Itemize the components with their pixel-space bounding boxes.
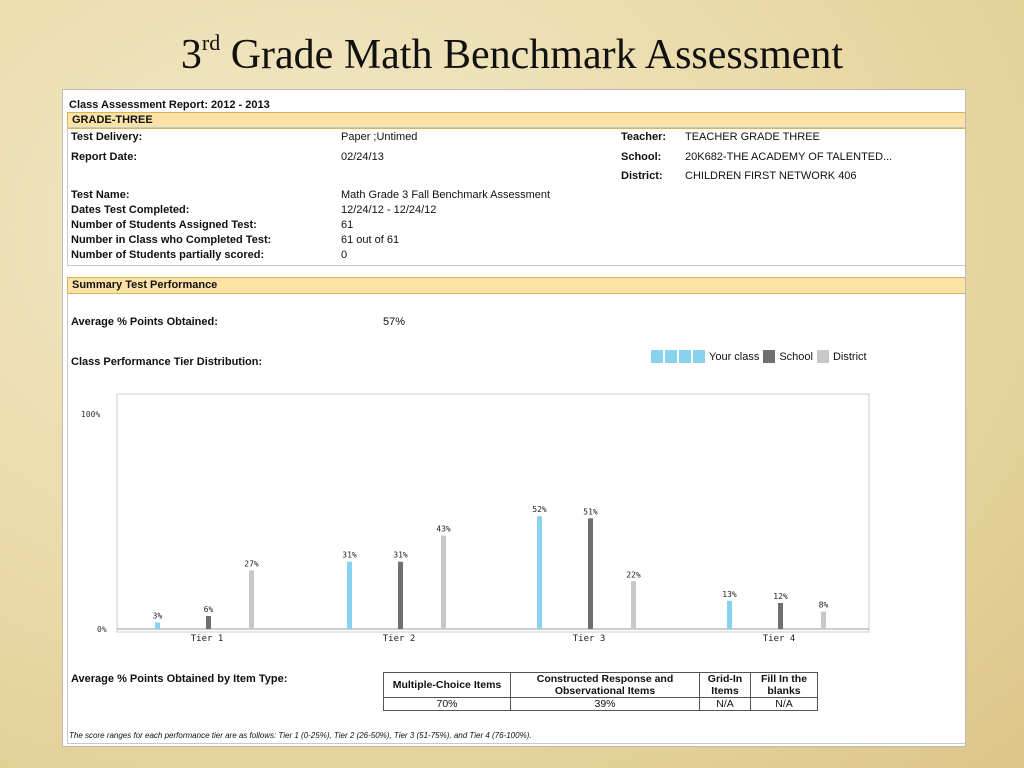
data-label-school-tier-1: 6% xyxy=(203,604,214,614)
x-tick-label-tier-1: Tier 1 xyxy=(190,634,224,644)
header-multiple-choice: Multiple-Choice Items xyxy=(384,673,511,698)
students-assigned-value: 61 xyxy=(341,219,354,231)
item-type-header-row xyxy=(384,673,818,698)
bar-district-tier-2 xyxy=(441,536,446,629)
school-label: School: xyxy=(621,151,662,163)
district-value: CHILDREN FIRST NETWORK 406 xyxy=(685,170,857,182)
bar-your-class-tier-2 xyxy=(347,562,352,629)
bar-district-tier-1 xyxy=(249,570,254,629)
partially-scored-value: 0 xyxy=(341,249,348,261)
data-label-school-tier-3: 51% xyxy=(583,507,598,517)
chart-plot-frame xyxy=(117,394,869,632)
title-suffix: rd xyxy=(201,30,221,55)
completed-test-value: 61 out of 61 xyxy=(341,234,400,246)
report-title: Class Assessment Report: 2012 - 2013 xyxy=(69,99,270,111)
bar-district-tier-4 xyxy=(821,612,826,629)
header-grid-in: Grid-In Items xyxy=(700,673,751,698)
title-rest: Grade Math Benchmark Assessment xyxy=(220,32,844,78)
test-name-label: Test Name: xyxy=(71,189,130,201)
header-fill-in: Fill In the blanks xyxy=(751,673,818,698)
test-delivery-value: Paper ;Untimed xyxy=(341,131,418,143)
district-label: District: xyxy=(621,170,663,182)
value-grid-in: N/A xyxy=(700,698,751,711)
data-label-your-class-tier-3: 52% xyxy=(532,505,547,515)
value-constructed-response: 39% xyxy=(511,698,700,711)
report-date-label: Report Date: xyxy=(71,151,138,163)
header-constructed-response: Constructed Response and Observational Items xyxy=(511,673,700,698)
partially-scored-label: Number of Students partially scored: xyxy=(71,249,265,261)
legend-swatch-class xyxy=(679,350,691,363)
dates-completed-label: Dates Test Completed: xyxy=(71,204,190,216)
item-type-value-row xyxy=(384,698,818,711)
bar-school-tier-4 xyxy=(778,603,783,629)
bar-your-class-tier-3 xyxy=(537,516,542,629)
data-label-district-tier-3: 22% xyxy=(626,570,641,580)
distribution-label: Class Performance Tier Distribution: xyxy=(71,356,263,368)
data-label-your-class-tier-1: 3% xyxy=(152,611,163,621)
teacher-value: TEACHER GRADE THREE xyxy=(685,131,820,143)
data-label-district-tier-4: 8% xyxy=(818,600,829,610)
chart-legend xyxy=(651,350,867,363)
legend-label-school: School xyxy=(779,350,813,363)
legend-swatch-class xyxy=(693,350,705,363)
title-number: 3 xyxy=(180,32,202,78)
students-assigned-label: Number of Students Assigned Test: xyxy=(71,219,257,231)
bar-school-tier-2 xyxy=(398,562,403,629)
grade-band: GRADE-THREE xyxy=(67,112,965,129)
test-delivery-label: Test Delivery: xyxy=(71,131,143,143)
y-tick-label-bottom: 0% xyxy=(97,625,107,634)
school-value: 20K682-THE ACADEMY OF TALENTED... xyxy=(685,151,893,163)
legend-swatch-class xyxy=(665,350,677,363)
data-label-your-class-tier-2: 31% xyxy=(342,550,357,560)
data-label-district-tier-1: 27% xyxy=(244,559,259,569)
item-type-label: Average % Points Obtained by Item Type: xyxy=(71,673,288,685)
value-fill-in: N/A xyxy=(751,698,818,711)
completed-test-label: Number in Class who Completed Test: xyxy=(71,234,272,246)
class-assessment-report xyxy=(62,89,966,747)
test-name-value: Math Grade 3 Fall Benchmark Assessment xyxy=(341,189,551,201)
legend-swatch-school xyxy=(763,350,775,363)
slide-title xyxy=(0,30,1024,79)
legend-label-class: Your class xyxy=(709,350,760,363)
avg-points-value: 57% xyxy=(383,316,406,328)
x-tick-label-tier-3: Tier 3 xyxy=(572,634,606,644)
tier-distribution-chart xyxy=(77,392,877,644)
bar-district-tier-3 xyxy=(631,581,636,629)
data-label-district-tier-2: 43% xyxy=(436,524,451,534)
report-date-value: 02/24/13 xyxy=(341,151,384,163)
legend-swatch-district xyxy=(817,350,829,363)
teacher-label: Teacher: xyxy=(621,131,667,143)
bar-your-class-tier-4 xyxy=(727,601,732,629)
data-label-school-tier-4: 12% xyxy=(773,591,788,601)
bar-school-tier-1 xyxy=(206,616,211,629)
dates-completed-value: 12/24/12 - 12/24/12 xyxy=(341,204,437,216)
avg-points-label: Average % Points Obtained: xyxy=(71,316,218,328)
data-label-school-tier-2: 31% xyxy=(393,550,408,560)
item-type-table xyxy=(383,672,818,711)
legend-swatch-class xyxy=(651,350,663,363)
y-tick-label-top: 100% xyxy=(81,410,101,419)
tier-footnote: The score ranges for each performance tier are as follows: Tier 1 (0-25%), Tier 2 (26-50%), Tier 3 (51-75%), and Tier 4 (76-100%). xyxy=(69,731,532,740)
legend-label-district: District xyxy=(832,350,867,363)
summary-band: Summary Test Performance xyxy=(67,277,965,294)
value-multiple-choice: 70% xyxy=(384,698,511,711)
x-tick-label-tier-4: Tier 4 xyxy=(762,634,796,644)
bar-your-class-tier-1 xyxy=(155,622,160,629)
bar-school-tier-3 xyxy=(588,518,593,629)
x-tick-label-tier-2: Tier 2 xyxy=(382,634,416,644)
data-label-your-class-tier-4: 13% xyxy=(722,589,737,599)
